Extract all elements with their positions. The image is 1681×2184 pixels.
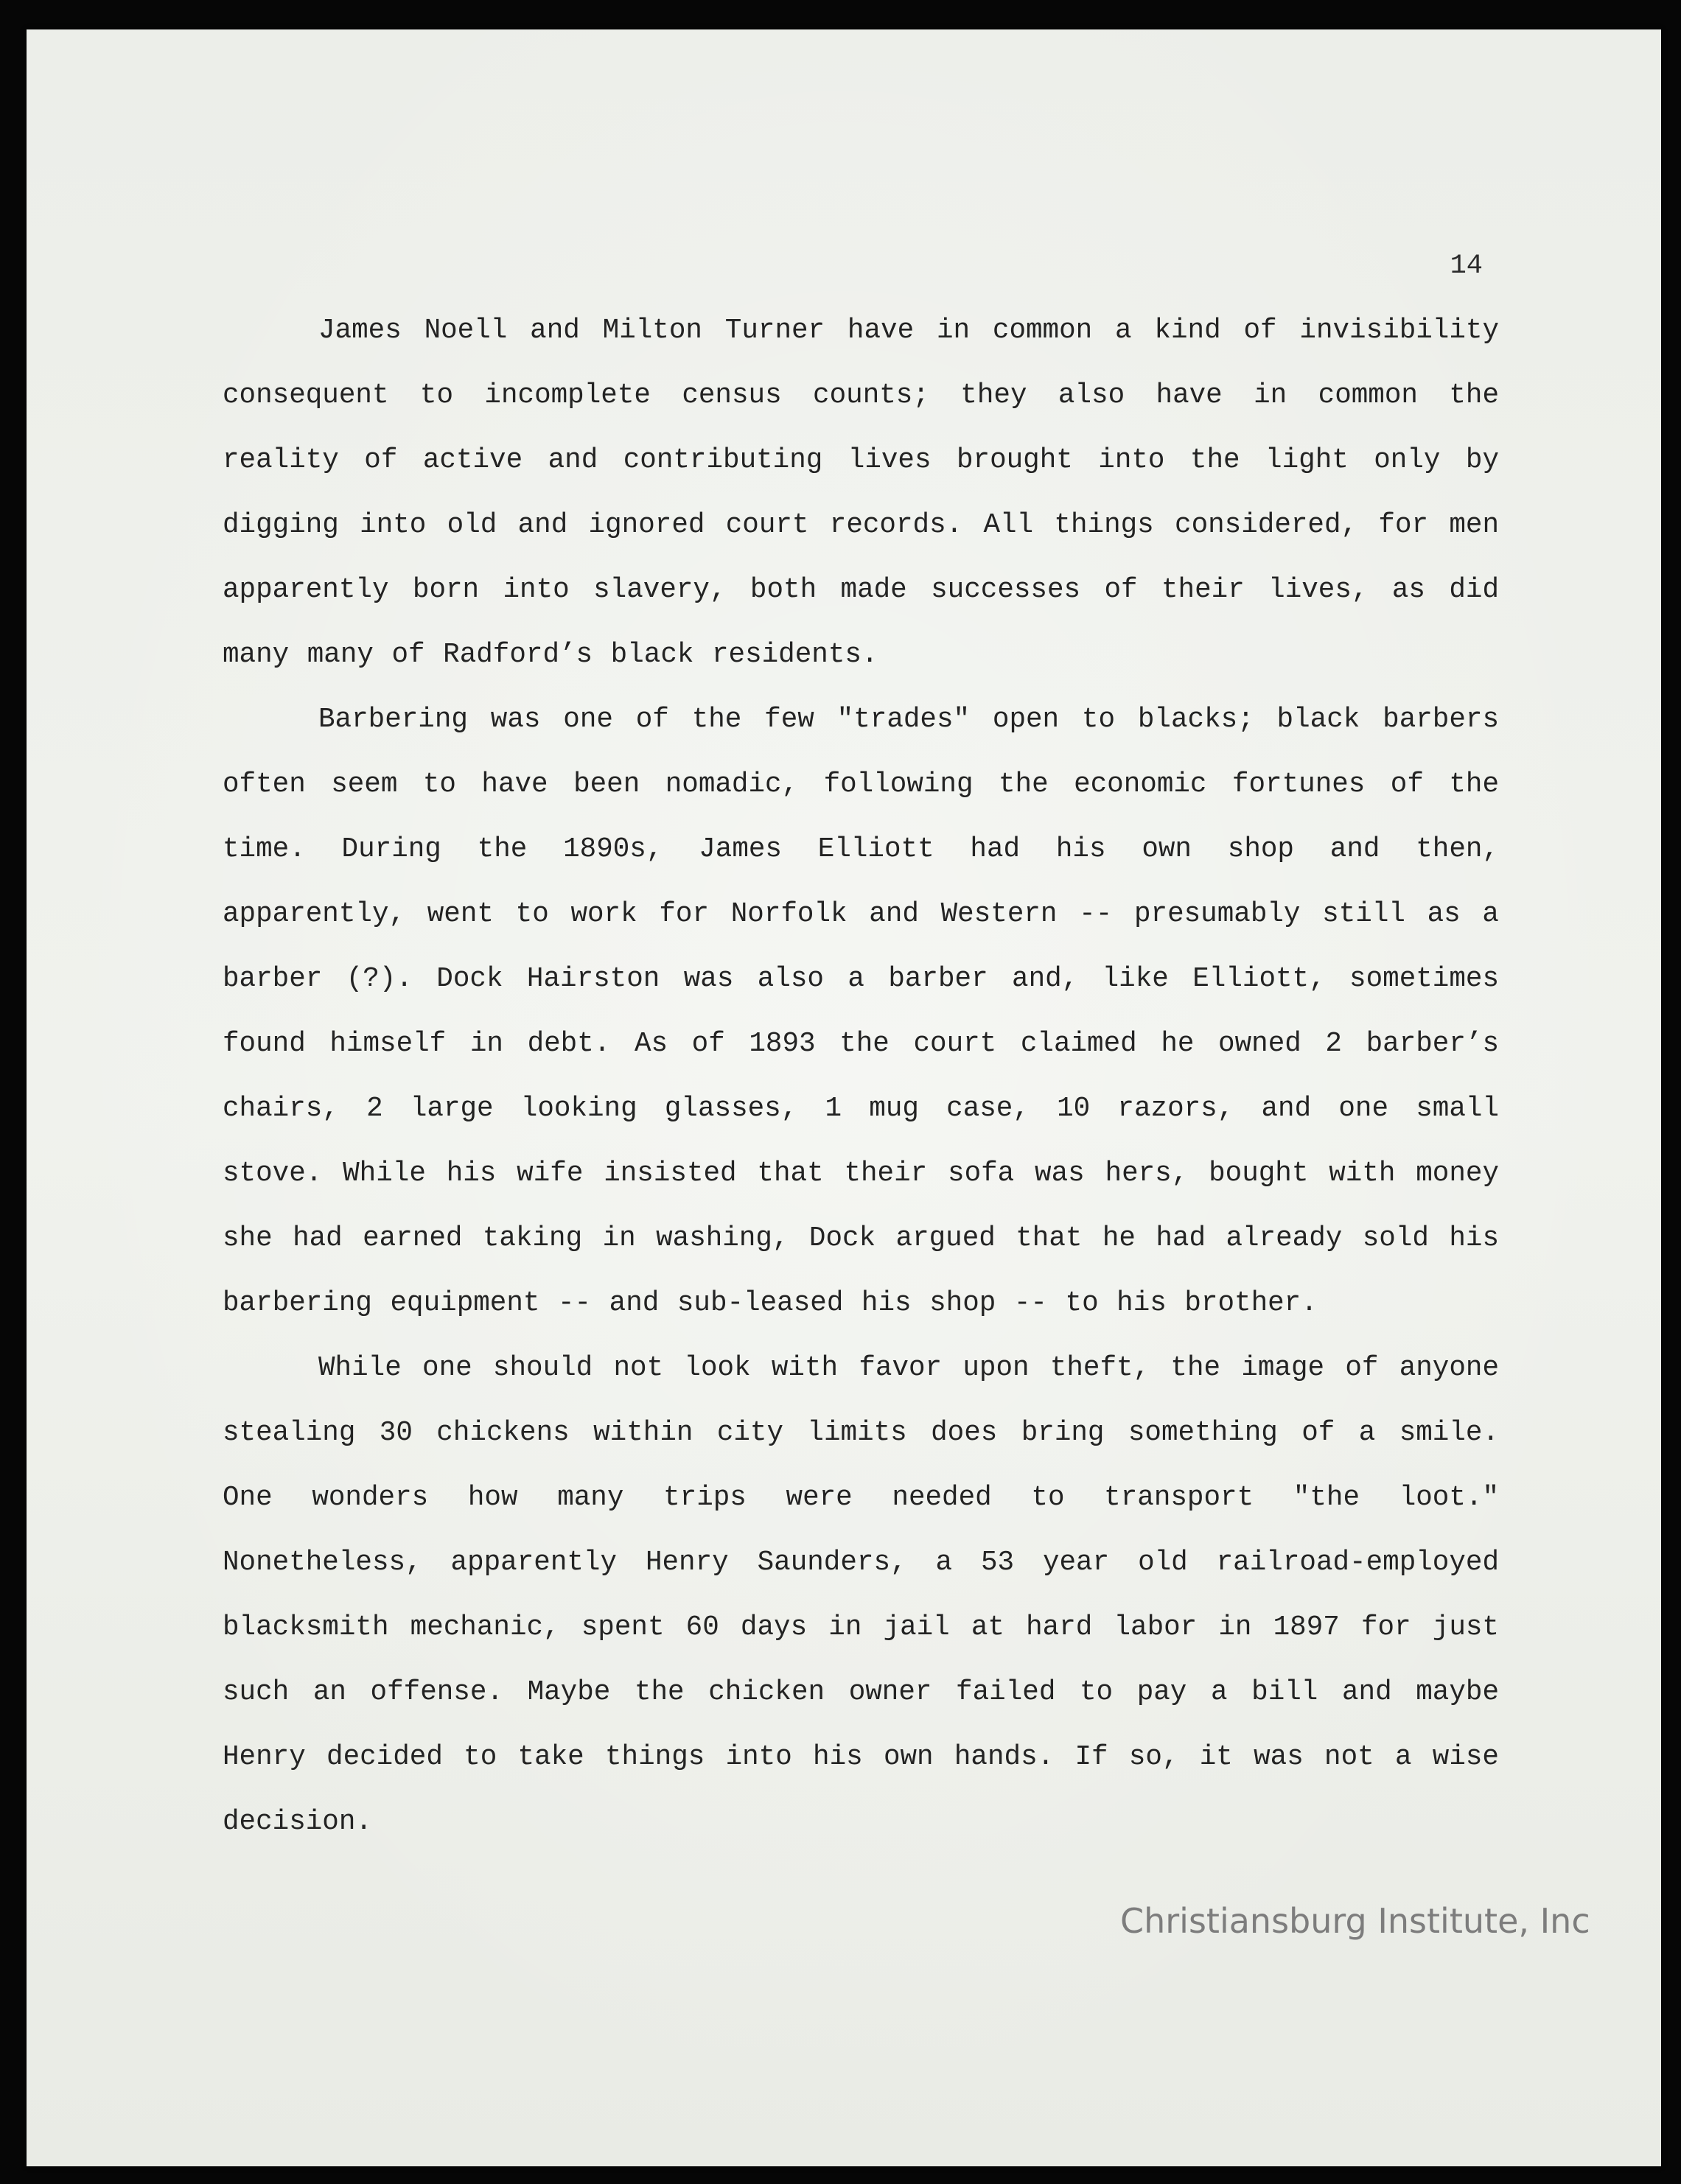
paragraph-barbering: Barbering was one of the few "trades" open to blacks; black barbers often seem to have been nomadic, following the economic fortunes of the time. During the 1890s, James Elliott had his own shop and then, apparently, went to work for Norfolk and Western -- presumably still as a barber (?). Dock Hairston was also a barber and, like Elliott, sometimes found himself in debt. As of 1893 the court claimed he owned 2 barber’s chairs, 2 large looking glasses, 1 mug case, 10 razors, and one small stove. While his wife insisted that their sofa was hers, bought with money she had earned taking in washing, Dock argued that he had already sold his barbering equipment -- and sub-leased his shop -- to his brother. xyxy=(223,704,1499,1319)
paragraph-noell-turner: James Noell and Milton Turner have in common a kind of invisibility consequent to incomplete census counts; they also have in common the reality of active and contributing lives brought into the light only by digging into old and ignored court records. All things considered, for men apparently born into slavery, both made successes of their lives, as did many many of Radford’s black residents. xyxy=(223,315,1499,671)
document-page xyxy=(27,29,1661,2166)
document-body xyxy=(223,298,1499,1855)
watermark-text: Christiansburg Institute, Inc xyxy=(1120,1901,1590,1941)
page-number: 14 xyxy=(1450,251,1483,281)
paragraph-chickens: While one should not look with favor upon theft, the image of anyone stealing 30 chickens within city limits does bring something of a smile. One wonders how many trips were needed to transport "the loot." Nonetheless, apparently Henry Saunders, a 53 year old railroad-employed blacksmith mechanic, spent 60 days in jail at hard labor in 1897 for just such an offense. Maybe the chicken owner failed to pay a bill and maybe Henry decided to take things into his own hands. If so, it was not a wise decision. xyxy=(223,1353,1499,1838)
